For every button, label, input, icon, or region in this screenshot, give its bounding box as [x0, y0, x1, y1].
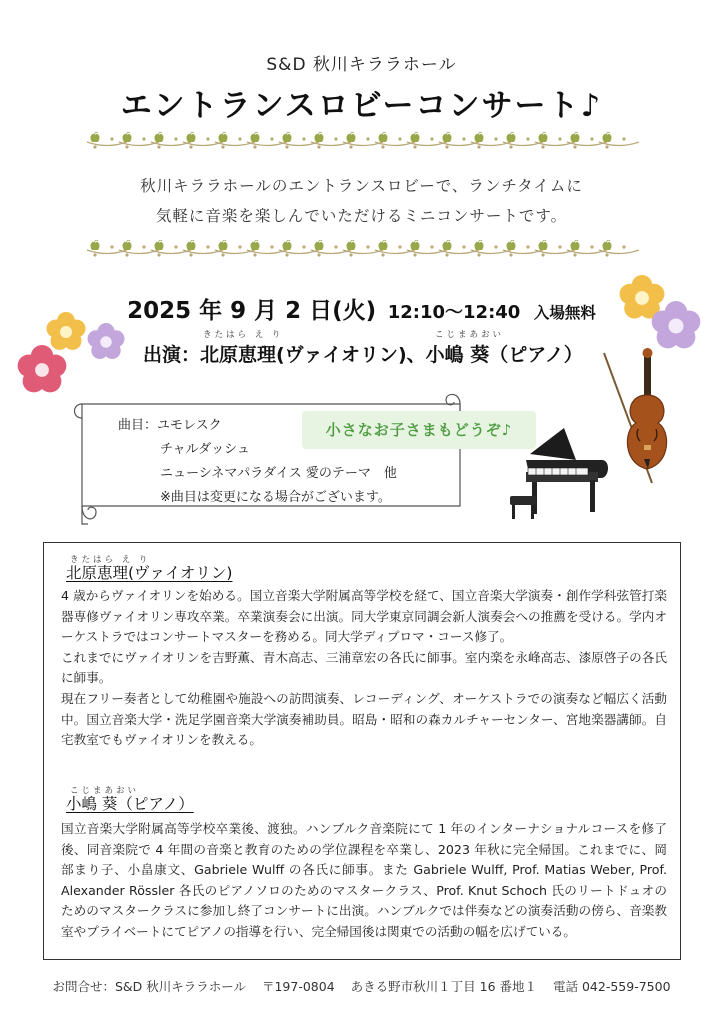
bio-text-pianist: 国立音楽大学附属高等学校卒業後、渡独。ハンブルク音楽院にて 1 年のインターナショナルコースを修了後、同音楽院で 4 年間の音楽と教育のための学位課程を卒業し、2023 年秋に完全帰国。これまでに、岡部まり子、小畠康文、Gabriele Wulff の各氏に師事。また Gabriele Wulff, Prof. Matias Weber, Prof. Alexander Rössler 各氏のピアノソロのためのマスタークラス、Prof. Knut Schoch 氏のリートドュオのためのマスタークラスに参加し終了コンサートに出演。ハンブルクでは伴奏などの演奏活動の傍ら、音楽教室やプライベートにてピアノの指導を行い、完全帰国後は関東での活動の幅を広げている。 [61, 821, 667, 939]
violinist-name: 北原恵理(ヴァイオリン) [200, 344, 407, 366]
violin-icon [592, 345, 670, 485]
pianist-ruby: こじまあおい [435, 330, 505, 340]
bio-ruby: こじまあおい [70, 786, 140, 796]
kids-welcome-badge: 小さなお子さまもどうぞ♪ [302, 411, 536, 449]
venue-name: S&D 秋川キララホール [266, 55, 457, 75]
program-piece: ニューシネマパラダイス 愛のテーマ 他 [160, 466, 397, 481]
contact-postal: 〒197-0804 [261, 979, 335, 994]
program-label: 曲目： [118, 418, 158, 433]
bio-name-violinist: 北原恵理(ヴァイオリン) [66, 564, 233, 582]
contact-phone: 電話 042-559-7500 [553, 979, 671, 994]
biography-box [43, 542, 681, 960]
contact-label: お問合せ：S&D 秋川キララホール [52, 979, 246, 994]
vine-divider-bottom [85, 237, 645, 263]
bio-text-violinist: 4 歳からヴァイオリンを始める。国立音楽大学附属高等学校を経て、国立音楽大学演奏・創作学科弦管打楽器専修ヴァイオリン専攻卒業。卒業演奏会に出演。同大学東京同調会新人演奏会への推薦を受ける。学内オーケストラではコンサートマスターを務める。同大学ディプロマ・コース修了。 これまでにヴァイオリンを吉野薫、青木高志、三浦章宏の各氏に師事。室内楽を永峰高志、漆原啓子の各氏に師事。 現在フリー奏者として幼稚園や施設への訪問演奏、レコーディング、オーケストラでの演奏など幅広く活動中。国立音楽大学・洗足学園音楽大学演奏補助員。昭島・昭和の森カルチャーセンター、宮地楽器講師。自宅教室でもヴァイオリンを教える。 [61, 588, 667, 748]
intro-line-2: 気軽に音楽を楽しんでいただけるミニコンサートです。 [155, 207, 568, 225]
performers-separator: 、 [406, 344, 426, 366]
bio-ruby: きたはら え り [70, 555, 151, 565]
performers-label: 出演： [143, 344, 201, 366]
vine-divider-top [85, 129, 645, 155]
contact-address: あきる野市秋川１丁目 16 番地１ [350, 979, 538, 994]
admission-free: 入場無料 [533, 304, 596, 322]
contact-line [0, 977, 723, 995]
event-date: 2025 年 9 月 2 日(火) [127, 298, 377, 324]
bio-name-pianist: 小嶋 葵（ピアノ） [66, 795, 194, 813]
event-time: 12:10～12:40 [387, 302, 521, 323]
program-note: ※曲目は変更になる場合がございます。 [160, 490, 391, 505]
page-title: エントランスロビーコンサート♪ [120, 88, 603, 124]
program-piece: チャルダッシュ [160, 442, 250, 457]
violinist-ruby: きたはら え り [203, 330, 284, 340]
pianist-name: 小嶋 葵（ピアノ） [425, 344, 583, 366]
program-piece: ユモレスク [157, 418, 222, 433]
performers-line [143, 330, 583, 367]
intro-line-1: 秋川キララホールのエントランスロビーで、ランチタイムに [140, 177, 583, 195]
